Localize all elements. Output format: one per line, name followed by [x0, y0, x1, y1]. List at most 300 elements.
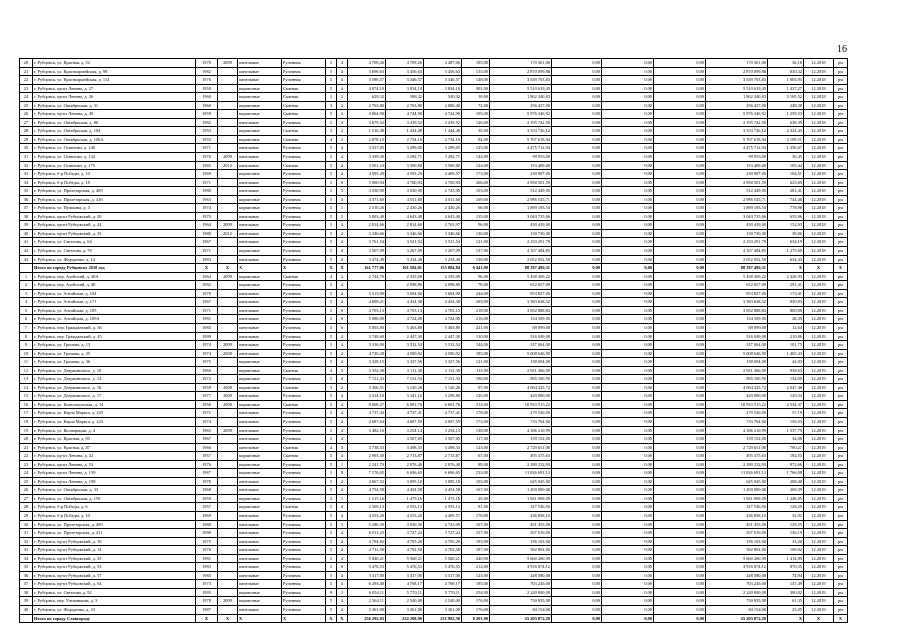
table-cell: рм [834, 417, 848, 426]
table-cell: 7 [20, 323, 33, 332]
table-cell: Рулонная [282, 469, 326, 478]
table-cell: 2 958 501,59 [490, 178, 552, 187]
table-cell: 5 [326, 187, 337, 196]
table-cell: рм [834, 247, 848, 256]
table-cell: 0,00 [602, 221, 654, 230]
table-cell: 17 [20, 409, 33, 418]
table-cell: 4 500,02 [386, 349, 424, 358]
table-cell: 3 317,00 [424, 571, 462, 580]
table-cell: панельные [238, 443, 282, 452]
table-cell: г. Рубцовск, ул. Алтайская, д. 104 [33, 289, 196, 298]
table-cell: 12.2019 [804, 537, 834, 546]
table-cell: 5 770,11 [386, 588, 424, 597]
table-cell: 6 441,00 [462, 264, 490, 273]
table-cell: 337 064,00 [706, 341, 768, 350]
table-cell: 134 109,00 [490, 315, 552, 324]
table-cell: 12.2019 [804, 443, 834, 452]
table-row [20, 187, 848, 196]
table-cell: 3 [326, 383, 337, 392]
table-cell: 0,00 [602, 400, 654, 409]
table-row [20, 306, 848, 315]
table-cell: 0,00 [602, 153, 654, 162]
table-cell: 938,63 [768, 366, 804, 375]
table-cell: 1967 [196, 435, 218, 444]
table-cell: 39,06 [768, 229, 804, 238]
table-cell: 3 [337, 588, 348, 597]
table-cell: 495 375,63 [490, 452, 552, 461]
table-row [20, 417, 848, 426]
table-cell: 1 [337, 494, 348, 503]
table-cell: 4 [337, 571, 348, 580]
table-cell: панельные [238, 306, 282, 315]
table-cell [218, 135, 238, 144]
table-cell: 2 986 545,71 [706, 195, 768, 204]
table-cell [218, 195, 238, 204]
table-cell: 40 [20, 606, 33, 615]
table-cell: 6 [20, 315, 33, 324]
table-cell: 1 356,67 [768, 144, 804, 153]
table-row [20, 195, 848, 204]
table-cell [218, 529, 238, 538]
table-cell: 6 681,76 [424, 400, 462, 409]
table-cell: Рулонная [282, 563, 326, 572]
table-cell: 105,44 [768, 161, 804, 170]
table-cell: 12.2019 [804, 503, 834, 512]
table-cell: 3 500,80 [386, 161, 424, 170]
table-cell: 0,00 [602, 212, 654, 221]
table-cell: 3 327,56 [424, 358, 462, 367]
table-cell: 2 447,30 [424, 332, 462, 341]
table-cell: 0,00 [602, 409, 654, 418]
table-cell: 5 [326, 554, 337, 563]
table-cell: Итого по городу Славгороду [33, 614, 196, 623]
table-cell: 1983 [196, 563, 218, 572]
table-cell: 32 [20, 161, 33, 170]
table-cell: 5 770,11 [424, 588, 462, 597]
table-cell: 3 456,63 [424, 67, 462, 76]
table-cell: 5 [326, 503, 337, 512]
table-cell: 4 [20, 298, 33, 307]
table-cell: 4 [337, 289, 348, 298]
table-cell: 2 233 291,70 [490, 238, 552, 247]
table-cell: Рулонная [282, 144, 326, 153]
table-cell: 2 878,10 [348, 135, 386, 144]
table-cell: 3 030,90 [348, 187, 386, 196]
table-cell: 161 777,06 [348, 264, 386, 273]
table-cell: 0,00 [654, 563, 706, 572]
table-row [20, 554, 848, 563]
housing-register-table [19, 58, 848, 623]
table-cell: 1 475,16 [424, 494, 462, 503]
table-cell: 2 814,66 [386, 221, 424, 230]
table-cell: 5 [326, 358, 337, 367]
table-cell: 88 187 486,31 [706, 264, 768, 273]
table-cell: 25,00 [462, 494, 490, 503]
table-cell: 634,19 [768, 238, 804, 247]
table-cell: 291,41 [768, 281, 804, 290]
table-cell: 1 841 069,00 [706, 494, 768, 503]
table-cell: 2008 [218, 349, 238, 358]
table-cell: г. Рубцовск, пр-кт Рубцовский, д. 35 [33, 554, 196, 563]
table-cell: 0,00 [552, 281, 602, 290]
table-cell: 24 [20, 93, 33, 102]
table-cell: 152,93 [768, 221, 804, 230]
table-cell: 33 [20, 546, 33, 555]
table-cell: Рулонная [282, 281, 326, 290]
table-cell: 12.2019 [804, 529, 834, 538]
table-cell: 1995 [196, 588, 218, 597]
table-cell: кирпичные [238, 247, 282, 256]
table-cell: 0,00 [602, 195, 654, 204]
table-cell: 248,38 [768, 101, 804, 110]
table-cell: 0,00 [602, 332, 654, 341]
table-cell: 0,00 [654, 289, 706, 298]
table-cell: рм [834, 195, 848, 204]
table-cell [348, 281, 386, 290]
table-cell: 74,94 [768, 571, 804, 580]
table-cell: 0,00 [602, 563, 654, 572]
table-cell: 5 [326, 537, 337, 546]
table-cell: 1974 [196, 204, 218, 213]
table-cell: 169,00 [462, 195, 490, 204]
table-cell: рм [834, 127, 848, 136]
table-cell [218, 563, 238, 572]
table-cell: 33,20 [768, 537, 804, 546]
table-cell: 12.2018 [804, 238, 834, 247]
table-cell: 5 476,53 [386, 563, 424, 572]
table-cell [218, 580, 238, 589]
table-cell: 2012 [218, 229, 238, 238]
table-cell: 4 [337, 486, 348, 495]
table-cell: 0,00 [654, 426, 706, 435]
table-cell: 2 240 000,00 [706, 588, 768, 597]
table-cell: панельные [238, 486, 282, 495]
table-cell [218, 238, 238, 247]
table-cell: 1983 [196, 255, 218, 264]
table-cell: г. Рубцовск, ул. Дзержинского, д. 10 [33, 366, 196, 375]
table-cell: 88 187 486,31 [490, 264, 552, 273]
table-cell: 0,00 [654, 67, 706, 76]
table-cell: 0,00 [654, 84, 706, 93]
table-cell: 4 590,02 [424, 349, 462, 358]
table-cell: Рулонная [282, 170, 326, 179]
table-cell: 6 [337, 323, 348, 332]
table-row [20, 110, 848, 119]
table-cell: рм [834, 443, 848, 452]
table-cell: панельные [238, 537, 282, 546]
table-cell: 4 744,90 [386, 110, 424, 119]
table-cell: 2 241,70 [348, 460, 386, 469]
table-cell: панельные [238, 229, 282, 238]
table-cell: 2 510,26 [348, 204, 386, 213]
table-cell: 0,00 [602, 392, 654, 401]
table-cell: 1967 [196, 238, 218, 247]
table-cell: 57,10 [768, 409, 804, 418]
table-cell: 5 [326, 67, 337, 76]
table-cell: 3 254,14 [424, 426, 462, 435]
table-cell: 38 [20, 588, 33, 597]
table-cell [218, 477, 238, 486]
table-cell: 0,00 [602, 503, 654, 512]
table-cell: 2 763,97 [424, 221, 462, 230]
table-cell: 5 [326, 417, 337, 426]
table-cell: 1 537,79 [768, 426, 804, 435]
table-cell: 176,00 [462, 606, 490, 615]
table-cell: 0,00 [552, 435, 602, 444]
table-cell: 3 346,57 [424, 76, 462, 85]
table-cell: 2 553,13 [386, 503, 424, 512]
table-row [20, 118, 848, 127]
table-cell: 0,00 [552, 153, 602, 162]
table-cell: 14 [20, 383, 33, 392]
table-cell: 3 727,24 [386, 529, 424, 538]
table-cell: 126,00 [462, 392, 490, 401]
table-cell: 1 [337, 460, 348, 469]
table-cell: 2012 [218, 161, 238, 170]
table-cell: 67,00 [462, 452, 490, 461]
table-cell: 3 361,00 [424, 606, 462, 615]
table-cell: 4 [337, 503, 348, 512]
table-cell: 12.2019 [804, 358, 834, 367]
table-cell: 2 195 742,56 [706, 118, 768, 127]
table-cell: 1 766,08 [768, 469, 804, 478]
table-cell: кирпичные [238, 469, 282, 478]
table-cell: 420 000,00 [706, 392, 768, 401]
table-cell: 1965 [196, 161, 218, 170]
table-cell: 3 [326, 127, 337, 136]
table-cell: 5 [326, 426, 337, 435]
table-cell: 266,00 [462, 178, 490, 187]
table-cell: 3 748,60 [348, 332, 386, 341]
table-cell: 1982 [196, 118, 218, 127]
table-cell: 2 958 501,59 [706, 178, 768, 187]
table-cell: 239 907,00 [490, 170, 552, 179]
table-cell [218, 443, 238, 452]
table-cell: 12.2019 [804, 409, 834, 418]
table-cell: 1 444,48 [386, 127, 424, 136]
table-cell: рм [834, 392, 848, 401]
table-cell: 0,00 [552, 571, 602, 580]
table-cell: 5 [326, 520, 337, 529]
table-cell: Рулонная [282, 255, 326, 264]
table-cell: X [768, 614, 804, 623]
table-cell [218, 435, 238, 444]
table-cell: 105,00 [462, 110, 490, 119]
table-cell: рм [834, 255, 848, 264]
table-cell: Скатная [282, 503, 326, 512]
table-cell: Рулонная [282, 306, 326, 315]
table-cell: 3 521,54 [386, 238, 424, 247]
table-row [20, 255, 848, 264]
table-cell: рм [834, 580, 848, 589]
table-cell: 29 [20, 511, 33, 520]
table-cell: 22 [20, 452, 33, 461]
table-cell: 4 434,38 [386, 298, 424, 307]
table-cell: 3 120,28 [424, 383, 462, 392]
table-cell: 0,00 [602, 511, 654, 520]
table-cell: Рулонная [282, 358, 326, 367]
table-cell: 0,00 [654, 264, 706, 273]
table-cell: 97,00 [462, 383, 490, 392]
table-cell: 5 [326, 289, 337, 298]
table-cell: 0,00 [552, 554, 602, 563]
table-cell: 1 200 000,00 [706, 486, 768, 495]
table-cell: 2 870 099,86 [706, 67, 768, 76]
table-cell: 12.2019 [804, 426, 834, 435]
table-cell: Рулонная [282, 238, 326, 247]
table-cell: 0,00 [552, 67, 602, 76]
table-row [20, 272, 848, 281]
table-cell [218, 144, 238, 153]
table-cell: 39 [20, 597, 33, 606]
table-cell: г. Рубцовск, ул. Красноармейская, д. 98 [33, 67, 196, 76]
table-cell: 1990 [196, 529, 218, 538]
table-cell: 0,00 [602, 520, 654, 529]
table-cell: 236 858,10 [706, 511, 768, 520]
table-cell: г. Рубцовск, ул. Красная, д. 87 [33, 443, 196, 452]
table-cell: 0,00 [602, 84, 654, 93]
table-cell: 30 [20, 144, 33, 153]
table-cell: г. Рубцовск, ул. Пролетарская, д. 416 [33, 195, 196, 204]
table-row [20, 323, 848, 332]
table-cell: г. Рубцовск, ул. Пролетарская, д. 409 [33, 187, 196, 196]
table-cell: 5 [337, 212, 348, 221]
table-cell: 1969 [196, 170, 218, 179]
table-cell: 254,00 [462, 588, 490, 597]
table-cell: 12.2019 [804, 520, 834, 529]
table-cell: 3 498,33 [386, 443, 424, 452]
table-cell: 0,00 [552, 341, 602, 350]
table-cell: 0,00 [602, 101, 654, 110]
table-cell: 134 109,00 [706, 315, 768, 324]
table-cell: 36,18 [768, 59, 804, 68]
table-cell: 1 [337, 204, 348, 213]
table-cell: 3 [337, 366, 348, 375]
table-row [20, 358, 848, 367]
table-cell: 137,00 [462, 247, 490, 256]
table-cell: кирпичные [238, 588, 282, 597]
table-cell: 645 045,00 [706, 477, 768, 486]
table-cell: 0,00 [602, 59, 654, 68]
table-cell: 0,00 [552, 511, 602, 520]
table-cell: 0,00 [552, 443, 602, 452]
table-cell: 4 737,41 [386, 409, 424, 418]
table-cell: 0,00 [602, 435, 654, 444]
table-cell: 2009 [218, 597, 238, 606]
table-cell: Рулонная [282, 375, 326, 384]
table-cell: 11 826 691,13 [490, 469, 552, 478]
table-cell [218, 178, 238, 187]
table-cell: кирпичные [238, 597, 282, 606]
table-cell: 5 [326, 546, 337, 555]
table-cell: 5 [326, 212, 337, 221]
table-cell: 0,00 [654, 452, 706, 461]
table-cell: 0,00 [552, 144, 602, 153]
table-cell: 2 763,80 [348, 101, 386, 110]
table-cell: 4 167 484,85 [490, 247, 552, 256]
table-cell: 1972 [196, 375, 218, 384]
table-cell: 123,00 [462, 443, 490, 452]
table-cell: X [282, 264, 326, 273]
table-cell: рм [834, 460, 848, 469]
table-cell: 101,75 [768, 341, 804, 350]
table-cell: 3 474,49 [348, 255, 386, 264]
table-cell: 502 802,00 [706, 546, 768, 555]
table-cell: кирпичные [238, 170, 282, 179]
table-cell: 2 986 545,71 [490, 195, 552, 204]
table-cell: 25 203 072,20 [490, 614, 552, 623]
table-cell: г. Рубцовск, ул. Красная, д. 52 [33, 59, 196, 68]
table-cell: панельные [238, 417, 282, 426]
table-cell: 12.2019 [804, 580, 834, 589]
total-row [20, 614, 848, 623]
table-cell: 12.2019 [804, 272, 834, 281]
table-cell: 0,00 [654, 323, 706, 332]
table-cell: 3 234,49 [424, 255, 462, 264]
table-cell: 232 208,90 [386, 614, 424, 623]
table-cell: Рулонная [282, 597, 326, 606]
table-cell: 9 [20, 341, 33, 350]
table-cell: 0,00 [552, 238, 602, 247]
table-cell: 270 526,00 [706, 409, 768, 418]
table-row [20, 144, 848, 153]
table-cell: панельные [238, 161, 282, 170]
table-cell: 2 052 052,59 [490, 255, 552, 264]
table-cell: 0,00 [552, 400, 602, 409]
table-cell: 18 [20, 417, 33, 426]
table-cell: 16 [20, 400, 33, 409]
table-cell: кирпичные [238, 195, 282, 204]
table-cell: 638,39 [768, 118, 804, 127]
table-cell: 1976 [196, 460, 218, 469]
table-cell: 12.2019 [804, 563, 834, 572]
table-cell: 3 112,38 [386, 366, 424, 375]
table-cell: X [196, 614, 218, 623]
table-cell: рм [834, 400, 848, 409]
table-cell: 121,00 [462, 238, 490, 247]
table-cell: г. Рубцовск, пер. Алейский, д. 30А [33, 272, 196, 281]
table-cell: 1981 [196, 315, 218, 324]
table-cell: 5 003,80 [348, 323, 386, 332]
table-cell: г. Рубцовск, пр-кт Рубцовский, д. 20 [33, 212, 196, 221]
table-cell: 212,00 [462, 563, 490, 572]
table-cell: 0,00 [602, 315, 654, 324]
table-cell: 0,00 [602, 306, 654, 315]
table-cell: 0,00 [654, 486, 706, 495]
table-cell: рм [834, 571, 848, 580]
table-cell: 25 203 072,20 [706, 614, 768, 623]
table-cell: 3 [337, 135, 348, 144]
table-cell: 3 258,80 [424, 392, 462, 401]
table-cell: 3 328,15 [348, 358, 386, 367]
table-cell [218, 118, 238, 127]
table-cell: Рулонная [282, 341, 326, 350]
table-cell: 3 312,54 [424, 341, 462, 350]
table-cell: 3 834,10 [424, 84, 462, 93]
table-cell: 4 760,94 [424, 178, 462, 187]
table-cell: рм [834, 546, 848, 555]
table-cell: 1975 [196, 537, 218, 546]
table-cell: 8 [20, 332, 33, 341]
table-cell: 1960 [196, 93, 218, 102]
table-cell: 2 322,45 [768, 127, 804, 136]
table-cell: панельные [238, 409, 282, 418]
table-cell: 985 100,90 [490, 375, 552, 384]
table-cell: рм [834, 101, 848, 110]
table-cell: Скатная [282, 135, 326, 144]
table-cell: X [196, 264, 218, 273]
table-cell: рм [834, 67, 848, 76]
